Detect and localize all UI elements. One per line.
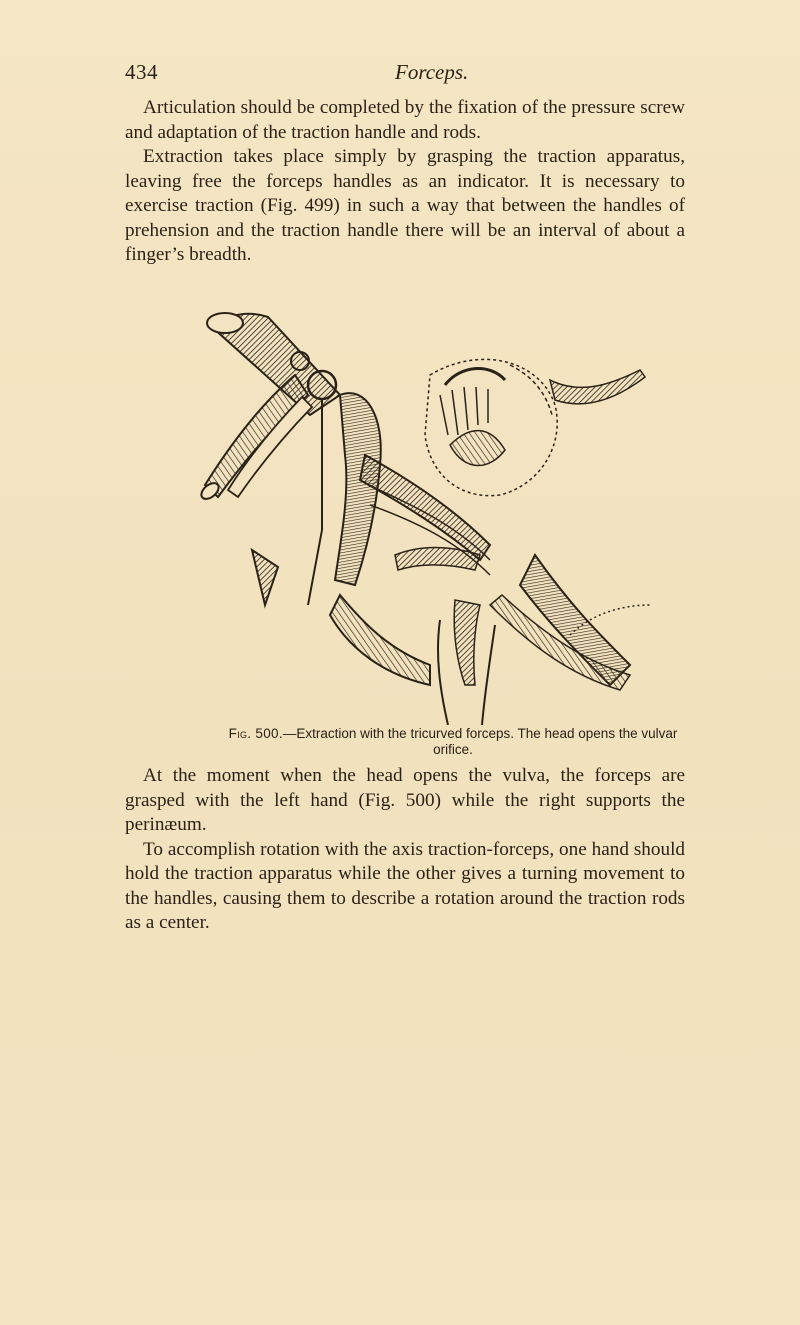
figure-illustration [190,305,660,725]
figure-caption-text: —Extraction with the tricurved forceps. The head opens the vulvar orifice. [282,726,678,757]
figure-label: Fig. 500. [228,726,283,741]
forceps-engraving [190,305,660,725]
body-text-top [125,96,685,268]
figure-caption [213,726,693,758]
paragraph: At the moment when the head opens the vulva, the forceps are grasped with the left hand (Fig. 500) while the right supports the perinæum. [125,765,685,835]
paragraph: Extraction takes place simply by grasping the traction apparatus, leaving free the forceps handles as an indicator. It is necessary to exercise traction (Fig. 499) in such a way that between the handles of prehension and the traction handle there will be an interval of about a finger’s breadth. [125,146,685,265]
body-text-bottom [125,764,685,936]
page-number: 434 [125,60,158,84]
paragraph: To accomplish rotation with the axis traction-forceps, one hand should hold the traction apparatus while the other gives a turning movement to the handles, causing them to describe a rotation around the traction rods as a center. [125,838,685,933]
forceps-handles [198,375,312,502]
running-head [125,60,685,88]
paragraph: Articulation should be completed by the fixation of the pressure screw and adaptation of the traction handle and rods. [125,97,685,143]
fetal-head [425,359,557,495]
running-title: Forceps. [395,60,469,84]
